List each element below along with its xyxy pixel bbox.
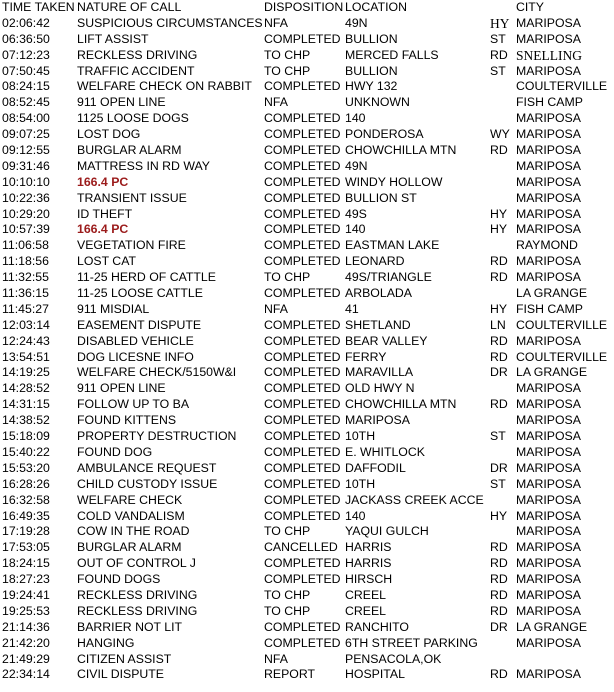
city-cell: MARIPOSA: [516, 111, 581, 126]
city-cell: MARIPOSA: [516, 158, 581, 173]
disposition-cell: COMPLETED: [264, 381, 341, 396]
nature-cell: 1125 LOOSE DOGS: [77, 111, 189, 126]
disposition-cell: COMPLETED: [264, 238, 341, 253]
disposition-cell: NFA: [264, 95, 288, 110]
disposition-cell: COMPLETED: [264, 508, 341, 523]
location-cell: E. WHITLOCK: [345, 444, 425, 459]
city-cell: RAYMOND: [516, 238, 578, 253]
table-row: [0, 143, 614, 159]
time-cell: 09:12:55: [2, 143, 50, 158]
location-cell: LEONARD: [345, 254, 405, 269]
location-cell: 49N: [345, 158, 368, 173]
location-cell: ARBOLADA: [345, 286, 412, 301]
nature-cell: CIVIL DISPUTE: [77, 667, 165, 682]
city-cell: MARIPOSA: [516, 222, 581, 237]
location-cell: MERCED FALLS: [345, 47, 439, 62]
table-row: [0, 318, 614, 334]
city-cell: FISH CAMP: [516, 95, 583, 110]
time-cell: 16:49:35: [2, 508, 50, 523]
disposition-cell: COMPLETED: [264, 444, 341, 459]
disposition-cell: TO CHP: [264, 603, 311, 618]
time-cell: 10:57:39: [2, 222, 50, 237]
table-row: [0, 286, 614, 302]
nature-cell: 911 OPEN LINE: [77, 95, 166, 110]
time-cell: 08:54:00: [2, 111, 50, 126]
location-cell: 49S: [345, 206, 367, 221]
road-suffix-cell: DR: [490, 365, 508, 380]
time-cell: 14:19:25: [2, 365, 50, 380]
city-cell: MARIPOSA: [516, 174, 581, 189]
road-suffix-cell: DR: [490, 619, 508, 634]
disposition-cell: COMPLETED: [264, 556, 341, 571]
disposition-cell: COMPLETED: [264, 333, 341, 348]
table-row: [0, 524, 614, 540]
location-cell: YAQUI GULCH: [345, 524, 429, 539]
time-cell: 15:40:22: [2, 444, 50, 459]
nature-cell: TRANSIENT ISSUE: [77, 190, 187, 205]
city-cell: MARIPOSA: [516, 508, 581, 523]
location-cell: WINDY HOLLOW: [345, 174, 443, 189]
city-cell: MARIPOSA: [516, 540, 581, 555]
city-cell: MARIPOSA: [516, 397, 581, 412]
location-cell: UNKNOWN: [345, 95, 410, 110]
disposition-cell: COMPLETED: [264, 413, 341, 428]
road-suffix-cell: RD: [490, 603, 508, 618]
nature-cell: FOLLOW UP TO BA: [77, 397, 190, 412]
disposition-cell: COMPLETED: [264, 397, 341, 412]
city-cell: MARIPOSA: [516, 63, 581, 78]
disposition-cell: TO CHP: [264, 587, 311, 602]
table-row: [0, 381, 614, 397]
time-cell: 08:24:15: [2, 79, 50, 94]
city-cell: MARIPOSA: [516, 587, 581, 602]
disposition-cell: TO CHP: [264, 63, 311, 78]
road-suffix-cell: HY: [490, 508, 508, 523]
road-suffix-cell: DR: [490, 460, 508, 475]
table-row: [0, 667, 614, 683]
nature-cell: FOUND DOG: [77, 444, 153, 459]
city-cell: MARIPOSA: [516, 635, 581, 650]
location-cell: HOSPITAL: [345, 667, 405, 682]
city-cell: MARIPOSA: [516, 206, 581, 221]
nature-cell: OUT OF CONTROL J: [77, 556, 196, 571]
city-cell: MARIPOSA: [516, 444, 581, 459]
table-row: [0, 270, 614, 286]
nature-cell: TRAFFIC ACCIDENT: [77, 63, 195, 78]
disposition-cell: COMPLETED: [264, 635, 341, 650]
disposition-cell: COMPLETED: [264, 206, 341, 221]
time-cell: 19:24:41: [2, 587, 50, 602]
disposition-cell: TO CHP: [264, 270, 311, 285]
location-cell: 6TH STREET PARKING: [345, 635, 478, 650]
time-cell: 10:10:10: [2, 174, 50, 189]
table-row: [0, 445, 614, 461]
nature-cell: 11-25 HERD OF CATTLE: [77, 270, 216, 285]
city-cell: MARIPOSA: [516, 15, 581, 30]
disposition-cell: COMPLETED: [264, 492, 341, 507]
time-cell: 10:29:20: [2, 206, 50, 221]
location-cell: HARRIS: [345, 540, 392, 555]
nature-cell: 166.4 PC: [77, 222, 129, 237]
time-cell: 18:24:15: [2, 556, 50, 571]
location-cell: HARRIS: [345, 556, 392, 571]
nature-cell: HANGING: [77, 635, 135, 650]
nature-cell: RECKLESS DRIVING: [77, 47, 198, 62]
location-cell: 41: [345, 301, 359, 316]
table-body: [0, 16, 614, 683]
location-cell: 49S/TRIANGLE: [345, 270, 432, 285]
nature-cell: WELFARE CHECK/5150W&I: [77, 365, 237, 380]
nature-cell: BURGLAR ALARM: [77, 143, 182, 158]
road-suffix-cell: RD: [490, 572, 508, 587]
nature-cell: ID THEFT: [77, 206, 133, 221]
nature-cell: WELFARE CHECK: [77, 492, 183, 507]
time-cell: 09:07:25: [2, 127, 50, 142]
road-suffix-cell: RD: [490, 143, 508, 158]
nature-cell: 911 MISDIAL: [77, 301, 150, 316]
disposition-cell: COMPLETED: [264, 317, 341, 332]
road-suffix-cell: ST: [490, 476, 506, 491]
nature-cell: EASEMENT DISPUTE: [77, 317, 202, 332]
time-cell: 15:53:20: [2, 460, 50, 475]
disposition-cell: COMPLETED: [264, 31, 341, 46]
table-row: [0, 350, 614, 366]
location-cell: CREEL: [345, 603, 387, 618]
header-row: [0, 0, 614, 16]
time-cell: 11:32:55: [2, 270, 49, 285]
nature-cell: RECKLESS DRIVING: [77, 603, 198, 618]
disposition-cell: COMPLETED: [264, 127, 341, 142]
city-cell: MARIPOSA: [516, 492, 581, 507]
location-cell: OLD HWY N: [345, 381, 415, 396]
nature-cell: CHILD CUSTODY ISSUE: [77, 476, 218, 491]
disposition-cell: REPORT: [264, 667, 316, 682]
time-cell: 17:19:28: [2, 524, 50, 539]
disposition-cell: NFA: [264, 651, 288, 666]
disposition-cell: NFA: [264, 301, 288, 316]
location-cell: CHOWCHILLA MTN: [345, 397, 457, 412]
city-cell: MARIPOSA: [516, 413, 581, 428]
disposition-cell: COMPLETED: [264, 158, 341, 173]
location-cell: PENSACOLA,OK: [345, 651, 442, 666]
table-row: [0, 127, 614, 143]
table-row: [0, 32, 614, 48]
location-cell: HWY 132: [345, 79, 398, 94]
location-cell: BULLION ST: [345, 190, 417, 205]
disposition-cell: COMPLETED: [264, 619, 341, 634]
nature-cell: DOG LICESNE INFO: [77, 349, 194, 364]
road-suffix-cell: RD: [490, 349, 508, 364]
table-row: [0, 222, 614, 238]
disposition-cell: COMPLETED: [264, 286, 341, 301]
disposition-cell: COMPLETED: [264, 222, 341, 237]
time-cell: 22:34:14: [2, 667, 50, 682]
city-cell: MARIPOSA: [516, 31, 581, 46]
location-cell: 140: [345, 111, 366, 126]
nature-cell: COLD VANDALISM: [77, 508, 185, 523]
time-cell: 15:18:09: [2, 429, 50, 444]
nature-cell: BARRIER NOT LIT: [77, 619, 182, 634]
location-cell: PONDEROSA: [345, 127, 424, 142]
table-row: [0, 397, 614, 413]
city-cell: MARIPOSA: [516, 333, 581, 348]
disposition-cell: TO CHP: [264, 47, 311, 62]
header-nature: NATURE OF CALL: [77, 0, 182, 14]
location-cell: HIRSCH: [345, 572, 393, 587]
table-row: [0, 79, 614, 95]
disposition-cell: COMPLETED: [264, 190, 341, 205]
time-cell: 11:36:15: [2, 286, 49, 301]
location-cell: RANCHITO: [345, 619, 409, 634]
time-cell: 16:32:58: [2, 492, 50, 507]
time-cell: 11:18:56: [2, 254, 49, 269]
table-row: [0, 477, 614, 493]
time-cell: 21:14:36: [2, 619, 50, 634]
table-row: [0, 334, 614, 350]
table-row: [0, 111, 614, 127]
table-row: [0, 493, 614, 509]
nature-cell: DISABLED VEHICLE: [77, 333, 194, 348]
time-cell: 06:36:50: [2, 31, 50, 46]
table-row: [0, 302, 614, 318]
nature-cell: LIFT ASSIST: [77, 31, 149, 46]
header-location: LOCATION: [345, 0, 407, 14]
location-cell: BULLION: [345, 63, 398, 78]
table-row: [0, 652, 614, 668]
time-cell: 07:50:45: [2, 63, 50, 78]
table-row: [0, 207, 614, 223]
table-row: [0, 48, 614, 64]
time-cell: 07:12:23: [2, 47, 50, 62]
time-cell: 02:06:42: [2, 15, 50, 30]
table-row: [0, 191, 614, 207]
nature-cell: MATTRESS IN RD WAY: [77, 158, 210, 173]
road-suffix-cell: RD: [490, 540, 508, 555]
table-row: [0, 540, 614, 556]
time-cell: 10:22:36: [2, 190, 50, 205]
city-cell: MARIPOSA: [516, 603, 581, 618]
city-cell: MARIPOSA: [516, 476, 581, 491]
nature-cell: SUSPICIOUS CIRCUMSTANCES: [77, 15, 263, 30]
city-cell: COULTERVILLE: [516, 317, 608, 332]
location-cell: 10TH: [345, 476, 376, 491]
road-suffix-cell: RD: [490, 397, 508, 412]
disposition-cell: NFA: [264, 15, 288, 30]
time-cell: 12:24:43: [2, 333, 50, 348]
nature-cell: COW IN THE ROAD: [77, 524, 190, 539]
city-cell: MARIPOSA: [516, 667, 581, 682]
table-row: [0, 509, 614, 525]
disposition-cell: COMPLETED: [264, 111, 341, 126]
time-cell: 21:49:29: [2, 651, 50, 666]
location-cell: CREEL: [345, 587, 387, 602]
road-suffix-cell: HY: [490, 206, 508, 221]
disposition-cell: COMPLETED: [264, 79, 341, 94]
road-suffix-cell: RD: [490, 270, 508, 285]
disposition-cell: TO CHP: [264, 524, 311, 539]
time-cell: 09:31:46: [2, 158, 50, 173]
nature-cell: 166.4 PC: [77, 174, 129, 189]
road-suffix-cell: RD: [490, 587, 508, 602]
road-suffix-cell: RD: [490, 254, 508, 269]
disposition-cell: COMPLETED: [264, 572, 341, 587]
nature-cell: LOST CAT: [77, 254, 136, 269]
city-cell: SNELLING: [516, 47, 582, 63]
table-row: [0, 588, 614, 604]
nature-cell: RECKLESS DRIVING: [77, 587, 198, 602]
city-cell: MARIPOSA: [516, 572, 581, 587]
nature-cell: FOUND KITTENS: [77, 413, 177, 428]
nature-cell: LOST DOG: [77, 127, 141, 142]
table-row: [0, 556, 614, 572]
header-time: TIME TAKEN: [2, 0, 75, 14]
city-cell: FISH CAMP: [516, 301, 583, 316]
disposition-cell: COMPLETED: [264, 174, 341, 189]
disposition-cell: CANCELLED: [264, 540, 338, 555]
table-row: [0, 159, 614, 175]
nature-cell: CITIZEN ASSIST: [77, 651, 172, 666]
road-suffix-cell: RD: [490, 667, 508, 682]
location-cell: BEAR VALLEY: [345, 333, 428, 348]
location-cell: 49N: [345, 15, 368, 30]
city-cell: MARIPOSA: [516, 270, 581, 285]
time-cell: 16:28:26: [2, 476, 50, 491]
location-cell: MARAVILLA: [345, 365, 414, 380]
location-cell: SHETLAND: [345, 317, 411, 332]
table-row: [0, 238, 614, 254]
table-row: [0, 429, 614, 445]
city-cell: MARIPOSA: [516, 143, 581, 158]
city-cell: LA GRANGE: [516, 619, 588, 634]
time-cell: 18:27:23: [2, 572, 50, 587]
header-city: CITY: [516, 0, 545, 14]
table-row: [0, 95, 614, 111]
time-cell: 17:53:05: [2, 540, 50, 555]
time-cell: 21:42:20: [2, 635, 50, 650]
table-row: [0, 461, 614, 477]
location-cell: 140: [345, 508, 366, 523]
road-suffix-cell: HY: [490, 301, 508, 316]
location-cell: FERRY: [345, 349, 387, 364]
city-cell: MARIPOSA: [516, 254, 581, 269]
city-cell: COULTERVILLE: [516, 349, 608, 364]
location-cell: 140: [345, 222, 366, 237]
road-suffix-cell: HY: [490, 222, 508, 237]
table-row: [0, 604, 614, 620]
road-suffix-cell: RD: [490, 333, 508, 348]
disposition-cell: COMPLETED: [264, 349, 341, 364]
city-cell: MARIPOSA: [516, 190, 581, 205]
disposition-cell: COMPLETED: [264, 429, 341, 444]
location-cell: DAFFODIL: [345, 460, 406, 475]
road-suffix-cell: HY: [490, 15, 510, 31]
table-row: [0, 620, 614, 636]
disposition-cell: COMPLETED: [264, 143, 341, 158]
nature-cell: VEGETATION FIRE: [77, 238, 186, 253]
city-cell: MARIPOSA: [516, 460, 581, 475]
city-cell: COULTERVILLE: [516, 79, 608, 94]
disposition-cell: COMPLETED: [264, 365, 341, 380]
table-row: [0, 254, 614, 270]
nature-cell: 11-25 LOOSE CATTLE: [77, 286, 203, 301]
table-row: [0, 413, 614, 429]
nature-cell: 911 OPEN LINE: [77, 381, 166, 396]
nature-cell: WELFARE CHECK ON RABBIT: [77, 79, 252, 94]
time-cell: 11:06:58: [2, 238, 49, 253]
nature-cell: PROPERTY DESTRUCTION: [77, 429, 237, 444]
city-cell: MARIPOSA: [516, 524, 581, 539]
location-cell: 10TH: [345, 429, 376, 444]
city-cell: MARIPOSA: [516, 429, 581, 444]
table-row: [0, 64, 614, 80]
time-cell: 19:25:53: [2, 603, 50, 618]
time-cell: 12:03:14: [2, 317, 50, 332]
header-disposition: DISPOSITION: [264, 0, 344, 14]
nature-cell: BURGLAR ALARM: [77, 540, 182, 555]
time-cell: 14:31:15: [2, 397, 50, 412]
table-row: [0, 572, 614, 588]
table-row: [0, 175, 614, 191]
time-cell: 13:54:51: [2, 349, 50, 364]
city-cell: LA GRANGE: [516, 286, 588, 301]
time-cell: 11:45:27: [2, 301, 49, 316]
time-cell: 08:52:45: [2, 95, 50, 110]
road-suffix-cell: RD: [490, 47, 508, 62]
disposition-cell: COMPLETED: [264, 476, 341, 491]
disposition-cell: COMPLETED: [264, 254, 341, 269]
nature-cell: FOUND DOGS: [77, 572, 161, 587]
road-suffix-cell: ST: [490, 63, 506, 78]
city-cell: MARIPOSA: [516, 556, 581, 571]
location-cell: EASTMAN LAKE: [345, 238, 440, 253]
table-row: [0, 636, 614, 652]
location-cell: MARIPOSA: [345, 413, 410, 428]
time-cell: 14:38:52: [2, 413, 50, 428]
road-suffix-cell: LN: [490, 317, 506, 332]
table-row: [0, 365, 614, 381]
road-suffix-cell: WY: [490, 127, 510, 142]
road-suffix-cell: RD: [490, 556, 508, 571]
table-row: [0, 16, 614, 32]
location-cell: CHOWCHILLA MTN: [345, 143, 457, 158]
city-cell: MARIPOSA: [516, 127, 581, 142]
time-cell: 14:28:52: [2, 381, 50, 396]
location-cell: JACKASS CREEK ACCE: [345, 492, 484, 507]
road-suffix-cell: ST: [490, 429, 506, 444]
road-suffix-cell: ST: [490, 31, 506, 46]
city-cell: MARIPOSA: [516, 381, 581, 396]
city-cell: LA GRANGE: [516, 365, 588, 380]
location-cell: BULLION: [345, 31, 398, 46]
disposition-cell: COMPLETED: [264, 460, 341, 475]
nature-cell: AMBULANCE REQUEST: [77, 460, 217, 475]
